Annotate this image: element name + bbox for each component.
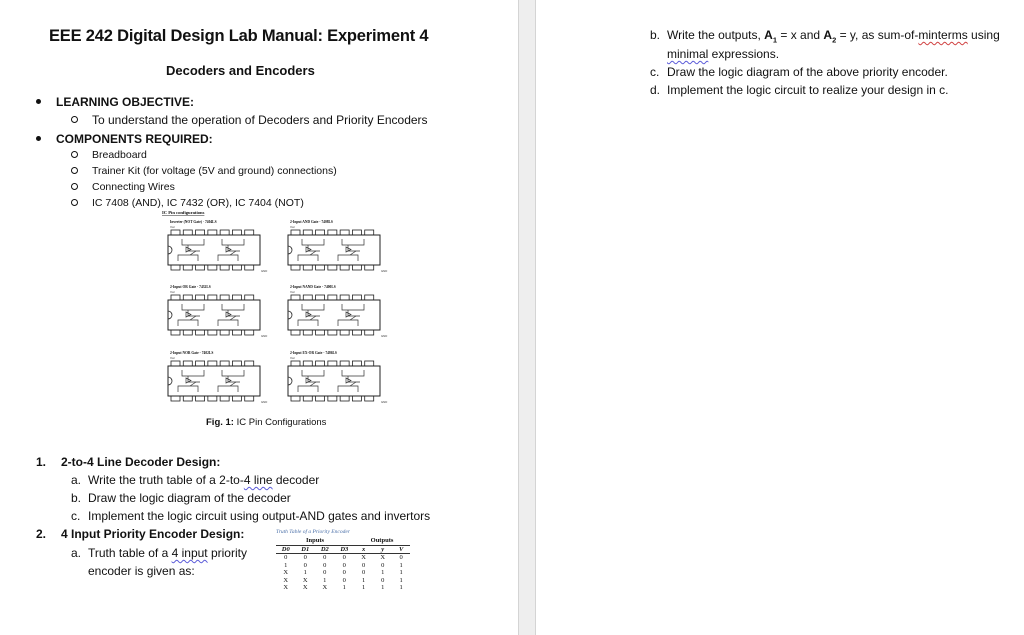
truth-table-cell: 0 xyxy=(342,554,346,561)
objective-item: To understand the operation of Decoders and Priority Encoders xyxy=(71,113,428,127)
truth-table-cell: 0 xyxy=(303,561,307,569)
document-title: EEE 242 Digital Design Lab Manual: Experiment 4 xyxy=(49,27,429,45)
ic-chip-label: Inverter (NOT Gate) - 7404LS xyxy=(170,220,217,224)
truth-table-cell: 1 xyxy=(399,561,403,569)
truth-table-cell: 1 xyxy=(284,561,288,569)
vcc-label: Vcc xyxy=(290,225,296,229)
truth-table-cell: 1 xyxy=(323,576,327,584)
truth-table-cell: 1 xyxy=(342,584,346,591)
ic-chip-diagram xyxy=(168,351,267,404)
circle-bullet-icon xyxy=(71,167,78,174)
right-item-c: c. Draw the logic diagram of the above priority encoder. xyxy=(650,65,948,79)
ic-chip-diagram xyxy=(168,285,267,338)
learning-objective-heading: LEARNING OBJECTIVE: xyxy=(36,95,194,109)
gnd-label: GND xyxy=(381,269,388,273)
truth-table-cell: 0 xyxy=(323,561,327,569)
priority-encoder-truth-table xyxy=(276,529,410,592)
ic-chip-label: 2-Input NOR Gate - 7402LS xyxy=(170,351,214,355)
truth-table-cell: 0 xyxy=(361,561,366,569)
truth-table-cell: 1 xyxy=(381,584,385,591)
component-item: Breadboard xyxy=(71,149,147,161)
circle-bullet-icon xyxy=(71,183,78,190)
ic-chip-diagram xyxy=(288,220,387,273)
right-item-d: d. Implement the logic circuit to realize your design in c. xyxy=(650,83,949,97)
section1-item-b: b. Draw the logic diagram of the decoder xyxy=(71,491,291,505)
truth-table-cell: 1 xyxy=(361,576,366,584)
truth-table-cell: 0 xyxy=(342,561,346,569)
truth-table-row xyxy=(276,554,410,562)
gnd-label: GND xyxy=(261,400,268,404)
vcc-label: Vcc xyxy=(170,356,176,360)
truth-table-cell: X xyxy=(283,584,289,591)
ic-chip-label: 2-Input NAND Gate - 7400LS xyxy=(290,285,336,289)
truth-table-cell: 0 xyxy=(303,554,307,561)
section1-item-a: a. Write the truth table of a 2-to-4 line decoder xyxy=(71,473,320,487)
bullet-icon xyxy=(36,99,41,104)
figure-heading: IC Pin configurations xyxy=(162,210,205,215)
section2-heading: 2. 4 Input Priority Encoder Design: xyxy=(36,527,245,541)
truth-table-column-header: D2 xyxy=(315,545,335,554)
truth-table-cell: 1 xyxy=(381,569,385,576)
truth-table-row xyxy=(276,577,410,585)
truth-table-cell: 1 xyxy=(399,584,403,591)
circle-bullet-icon xyxy=(71,199,78,206)
right-item-b: b. Write the outputs, $A_1 = x$ and $A_2 = y$, as sum-of-minterms using xyxy=(650,28,1000,45)
right-item-b-line2: minimal expressions. xyxy=(667,47,780,61)
ic-chip-label: 2-Input AND Gate - 7408LS xyxy=(290,220,333,224)
truth-table-cell: 1 xyxy=(399,569,403,576)
gnd-label: GND xyxy=(381,400,388,404)
truth-table-cell: 0 xyxy=(342,576,346,584)
truth-table-column-header: y xyxy=(373,545,392,554)
ic-chip-label: 2-Input OR Gate - 7432LS xyxy=(170,285,211,289)
truth-table-cell: X xyxy=(322,584,328,591)
gnd-label: GND xyxy=(261,334,268,338)
ic-chip-label: 2-Input EX-OR Gate - 7486LS xyxy=(290,351,337,355)
document-subtitle: Decoders and Encoders xyxy=(166,63,315,78)
circle-bullet-icon xyxy=(71,116,78,123)
ic-chip-diagram xyxy=(288,351,387,404)
vcc-label: Vcc xyxy=(290,356,296,360)
vcc-label: Vcc xyxy=(170,290,176,294)
ic-chip-diagram xyxy=(168,220,267,273)
truth-table-cell: 0 xyxy=(342,569,346,576)
component-item: Connecting Wires xyxy=(71,181,175,193)
circle-bullet-icon xyxy=(71,151,78,158)
truth-table-column-header: D0 xyxy=(276,545,296,554)
vcc-label: Vcc xyxy=(290,290,296,294)
truth-table-column-header: D3 xyxy=(335,545,355,554)
section2-item-a: a. Truth table of a 4 input priority xyxy=(71,546,247,560)
right-document-page xyxy=(536,0,1024,635)
truth-table-cell: X xyxy=(283,569,289,576)
vcc-label: Vcc xyxy=(170,225,176,229)
gnd-label: GND xyxy=(261,269,268,273)
bullet-icon xyxy=(36,136,41,141)
truth-table-cell: 0 xyxy=(284,554,288,561)
truth-table-row xyxy=(276,569,410,577)
truth-table-row xyxy=(276,562,410,570)
truth-table-cell: 0 xyxy=(381,576,385,584)
truth-table-column-header: D1 xyxy=(296,545,316,554)
truth-table-cell: 0 xyxy=(361,569,366,576)
components-heading: COMPONENTS REQUIRED: xyxy=(36,132,213,146)
truth-table-cell: 0 xyxy=(323,569,327,576)
gnd-label: GND xyxy=(381,334,388,338)
truth-table-row xyxy=(276,584,410,592)
section1-heading: 1. 2-to-4 Line Decoder Design: xyxy=(36,455,221,469)
truth-table-cell: 0 xyxy=(381,561,385,569)
truth-table-cell: 0 xyxy=(399,554,403,561)
figure-caption: Fig. 1: IC Pin Configurations xyxy=(206,417,327,428)
component-item: Trainer Kit (for voltage (5V and ground) connections) xyxy=(71,165,337,177)
truth-table-cell: X xyxy=(283,576,289,584)
truth-table-cell: X xyxy=(380,554,386,561)
outputs-group-header: Outputs xyxy=(354,537,410,545)
section2-item-a-line2: encoder is given as: xyxy=(88,564,195,578)
truth-table-cell: 1 xyxy=(399,576,403,584)
section1-item-c: c. Implement the logic circuit using output-AND gates and invertors xyxy=(71,509,431,523)
ic-chip-diagram xyxy=(288,285,387,338)
truth-table-cell: X xyxy=(302,576,308,584)
truth-table-cell: 0 xyxy=(323,554,327,561)
ic-pin-configurations-figure xyxy=(160,208,390,418)
inputs-group-header: Inputs xyxy=(276,537,354,545)
truth-table-title: Truth Table of a Priority Encoder xyxy=(276,529,350,535)
truth-table-cell: 1 xyxy=(303,569,307,576)
truth-table-column-header: x xyxy=(354,545,373,554)
page-gutter xyxy=(518,0,536,635)
truth-table-column-header: V xyxy=(392,545,410,554)
truth-table-cell: X xyxy=(302,584,308,591)
truth-table-cell: X xyxy=(361,554,366,561)
truth-table-cell: 1 xyxy=(361,584,366,591)
component-item: IC 7408 (AND), IC 7432 (OR), IC 7404 (NOT) xyxy=(71,197,304,209)
